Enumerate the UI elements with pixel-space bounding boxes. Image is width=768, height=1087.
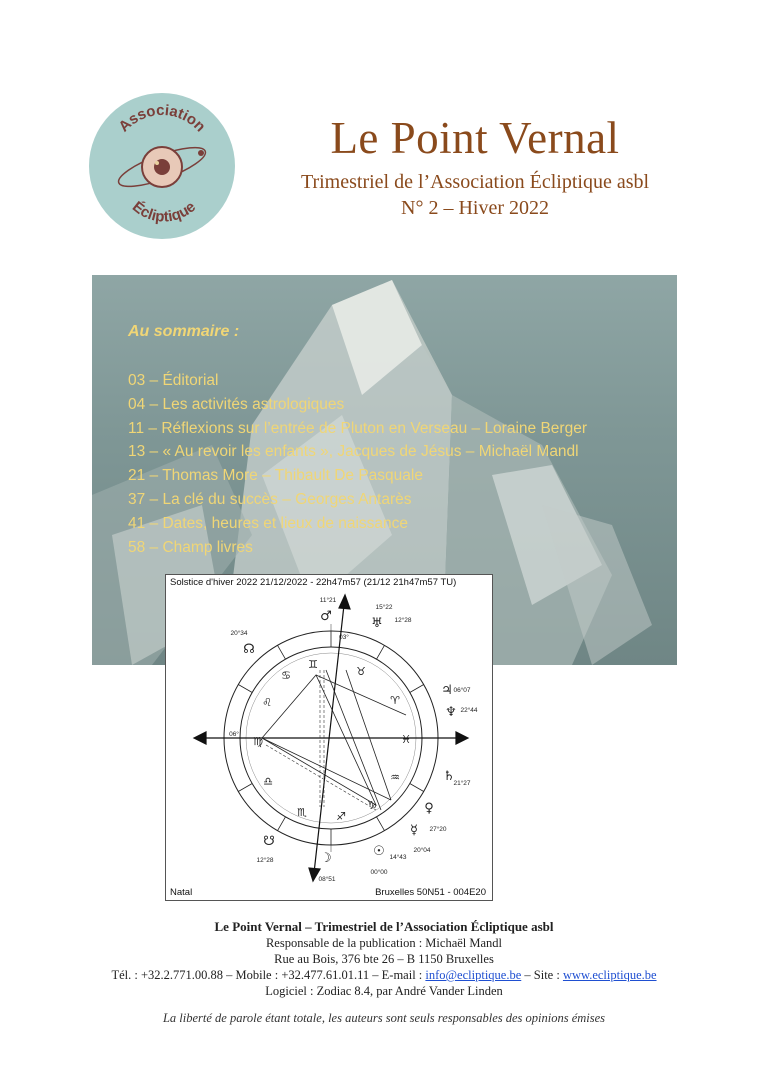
- footer-address: Rue au Bois, 376 bte 26 – B 1150 Bruxelles: [274, 952, 494, 966]
- table-of-contents: [128, 323, 587, 559]
- disclaimer: La liberté de parole étant totale, les auteurs sont seuls responsables des opinions émises: [162, 1011, 606, 1025]
- toc-item: 41 – Dates, heures et lieux de naissance: [128, 514, 409, 532]
- magazine-subtitle: Trimestriel de l’Association Écliptique asbl: [300, 171, 650, 193]
- degree-label: 12°28: [256, 857, 274, 864]
- svg-text:☽: ☽: [320, 851, 332, 866]
- toc-item: 04 – Les activités astrologiques: [128, 395, 345, 413]
- association-logo: [89, 93, 235, 239]
- svg-text:♑: ♑: [367, 799, 377, 812]
- svg-text:Association: [115, 102, 208, 135]
- degree-label: 06°07: [453, 687, 471, 694]
- svg-text:♍: ♍: [253, 735, 263, 748]
- logo-bottom-text: Écliptique: [128, 198, 200, 226]
- degree-label: 22°44: [460, 707, 478, 714]
- svg-text:♓: ♓: [401, 733, 411, 746]
- footer-responsible: Responsable de la publication : Michaël Mandl: [265, 936, 503, 950]
- svg-text:♂: ♂: [320, 609, 332, 624]
- site-link[interactable]: www.ecliptique.be: [562, 968, 657, 982]
- degree-label: 27°20: [429, 826, 447, 833]
- issue-number: N° 2 – Hiver 2022: [401, 197, 549, 219]
- svg-text:♊: ♊: [308, 658, 318, 671]
- contact-mid: – Site :: [521, 968, 563, 982]
- toc-item: 37 – La clé du succès – Georges Antarès: [128, 490, 412, 508]
- svg-text:♉: ♉: [356, 665, 366, 678]
- svg-text:♐: ♐: [336, 810, 346, 823]
- astrological-chart: [165, 574, 493, 901]
- degree-label: 21°27: [453, 780, 471, 787]
- chart-header: Solstice d'hiver 2022 21/12/2022 - 22h47m57 (21/12 21h47m57 TU): [170, 577, 457, 588]
- email-link[interactable]: info@ecliptique.be: [425, 968, 522, 982]
- toc-item: 13 – « Au revoir les enfants », Jacques de Jésus – Michaël Mandl: [128, 443, 579, 461]
- toc-item: 21 – Thomas More – Thibault De Pasquale: [128, 467, 423, 485]
- degree-label: 06°: [229, 731, 239, 738]
- footer-contact: [0, 967, 768, 983]
- magazine-title: Le Point Vernal: [330, 113, 620, 163]
- svg-text:Écliptique: [129, 198, 199, 225]
- toc-list: [128, 369, 587, 559]
- logo-top-text: Association: [115, 101, 209, 136]
- degree-label: 08°51: [318, 876, 336, 883]
- svg-text:♀: ♀: [424, 801, 434, 816]
- chart-footer-left: Natal: [170, 887, 193, 898]
- svg-text:☉: ☉: [373, 844, 385, 859]
- svg-text:☋: ☋: [263, 834, 275, 849]
- svg-text:☊: ☊: [243, 642, 255, 657]
- degree-label: 14°43: [389, 854, 407, 861]
- chart-footer-right: Bruxelles 50N51 - 004E20: [375, 887, 486, 898]
- toc-item: 58 – Champ livres: [128, 538, 253, 556]
- svg-text:♋: ♋: [281, 669, 291, 682]
- svg-text:♅: ♅: [371, 616, 383, 631]
- svg-text:☿: ☿: [410, 823, 418, 838]
- svg-text:♌: ♌: [262, 696, 272, 709]
- toc-heading: Au sommaire :: [128, 323, 240, 340]
- footer-software: Logiciel : Zodiac 8.4, par André Vander Linden: [265, 984, 503, 998]
- svg-text:♎: ♎: [263, 775, 273, 788]
- degree-label: 03°: [339, 634, 349, 641]
- toc-item: 11 – Réflexions sur l’entrée de Pluton en Verseau – Loraine Berger: [128, 419, 587, 437]
- svg-text:♆: ♆: [445, 705, 457, 720]
- svg-text:♃: ♃: [441, 683, 453, 698]
- publication-footer: [0, 919, 768, 999]
- degree-label: 15°22: [375, 604, 393, 611]
- svg-text:♈: ♈: [390, 694, 400, 707]
- degree-label: 20°34: [230, 630, 248, 637]
- degree-label: 12°28: [394, 617, 412, 624]
- toc-item: 03 – Éditorial: [128, 372, 219, 389]
- svg-text:♄: ♄: [443, 769, 455, 784]
- degree-label: 11°21: [319, 597, 337, 604]
- contact-prefix: Tél. : +32.2.771.00.88 – Mobile : +32.477.61.01.11 – E-mail :: [111, 968, 426, 982]
- svg-text:♒: ♒: [390, 771, 400, 784]
- degree-label: 00°00: [370, 869, 388, 876]
- svg-text:♏: ♏: [297, 806, 307, 819]
- footer-title: Le Point Vernal – Trimestriel de l’Association Écliptique asbl: [214, 919, 554, 934]
- degree-label: 20°04: [413, 847, 431, 854]
